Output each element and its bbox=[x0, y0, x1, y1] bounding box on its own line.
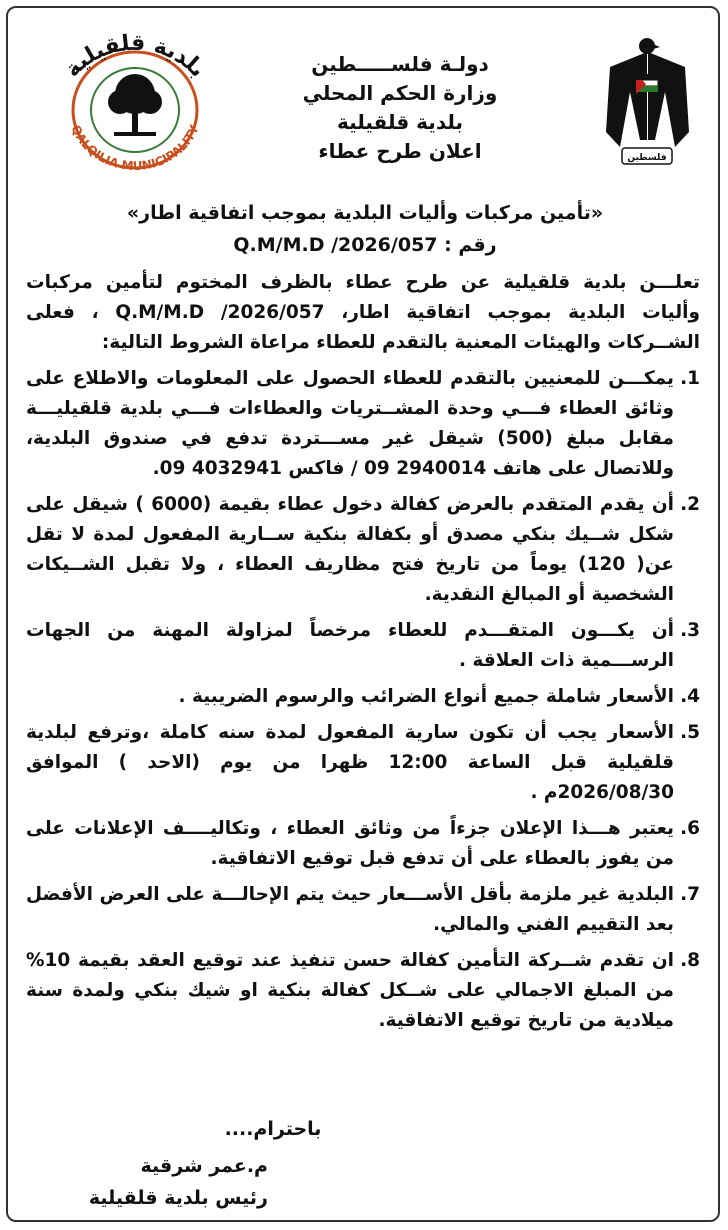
announcement-line: اعلان طرح عطاء bbox=[318, 139, 482, 163]
condition-text: الأسعار شاملة جميع أنواع الضرائب والرسوم الضريبية . bbox=[178, 686, 674, 707]
condition-item bbox=[26, 364, 700, 484]
condition-number: 1. bbox=[680, 368, 700, 389]
condition-item bbox=[26, 946, 700, 1036]
condition-number: 4. bbox=[680, 686, 700, 707]
condition-item bbox=[26, 490, 700, 610]
condition-number: 6. bbox=[680, 818, 700, 839]
condition-item bbox=[26, 682, 700, 712]
regards-text: باحترام.... bbox=[224, 1118, 322, 1140]
signature-block bbox=[28, 1150, 268, 1214]
condition-number: 2. bbox=[680, 494, 700, 515]
seal-arabic-text: بلدية قلقيلية bbox=[60, 30, 211, 83]
tender-reference: رقم : Q.M/M.D /2026/057 bbox=[233, 234, 497, 256]
tender-body bbox=[26, 268, 700, 1042]
palestine-eagle-emblem-icon bbox=[600, 22, 695, 172]
closing-block bbox=[26, 1118, 700, 1140]
condition-number: 3. bbox=[680, 620, 700, 641]
signer-name: م.عمر شرقية bbox=[140, 1155, 268, 1177]
intro-paragraph: تعلـــن بلدية قلقيلية عن طرح عطاء بالظرف المختوم لتأمين مركبات وأليات البلدية بموجب اتفاقية اطار، Q.M/M.D /2026/057 ، فعلى الشــركات والهيئات المعنية بالتقدم للعطاء مراعاة الشروط التالية: bbox=[26, 272, 701, 353]
emblem-caption: فلسطين bbox=[627, 153, 667, 163]
seal-english-text: QALQILIA MUNICIPALITY bbox=[68, 122, 202, 174]
condition-text: الأسعار يجب أن تكون سارية المفعول لمدة سنه كاملة ،وترفع لبلدية قلقيلية قبل الساعة 12:00 ظهرا من يوم (الاحد ) الموافق 2026/08/30م . bbox=[26, 722, 674, 803]
tree-seal-icon bbox=[40, 28, 230, 178]
condition-number: 5. bbox=[680, 722, 700, 743]
condition-item bbox=[26, 880, 700, 940]
state-line: دولـة فلســـــطين bbox=[311, 52, 489, 76]
condition-number: 8. bbox=[680, 950, 700, 971]
municipality-line: بلدية قلقيلية bbox=[336, 110, 464, 134]
condition-item bbox=[26, 616, 700, 676]
condition-item bbox=[26, 814, 700, 874]
condition-text: يمكـــن للمعنيين بالتقدم للعطاء الحصول على المعلومات والاطلاع على وثائق العطاء فـــي وحدة المشــتريات والعطاءات فـــي بلدية قلقيليـــة مقابل مبلغ (500) شيقل غير مســـتردة تدفع في صندوق البلدية، وللاتصال على هاتف 2940014 09 / فاكس 4032941 09. bbox=[26, 368, 674, 479]
letterhead bbox=[0, 0, 728, 270]
ministry-line: وزارة الحكم المحلي bbox=[302, 81, 498, 105]
condition-text: أن يكـــون المتقـــدم للعطاء مرخصاً لمزاولة المهنة من الجهات الرســـمية ذات العلاقة . bbox=[26, 620, 674, 671]
condition-number: 7. bbox=[680, 884, 700, 905]
condition-item bbox=[26, 718, 700, 808]
signer-title: رئيس بلدية قلقيلية bbox=[88, 1187, 268, 1209]
condition-text: يعتبر هـــذا الإعلان جزءاً من وثائق العطاء ، وتكاليــــف الإعلانات على من يفوز بالعطاء على أن تدفع قبل توقيع الاتفاقية. bbox=[26, 818, 674, 869]
tender-subject: «تأمين مركبات وأليات البلدية بموجب اتفاقية اطار» bbox=[126, 202, 604, 224]
letterhead-titles bbox=[210, 50, 590, 166]
condition-text: أن يقدم المتقدم بالعرض كفالة دخول عطاء بقيمة (6000 ) شيقل على شكل شــيك بنكي مصدق أو بكفالة بنكية ســارية المفعول لمدة لا تقل عن( 120) يوماً من تاريخ فتح مظاريف العطاء ، ولا تقبل الشــيكات الشخصية أو المبالغ النقدية. bbox=[26, 494, 674, 605]
condition-text: البلدية غير ملزمة بأقل الأســـعار حيث يتم الإحالـــة على العرض الأفضل بعد التقييم الفني والمالي. bbox=[26, 884, 674, 935]
condition-text: ان تقدم شــركة التأمين كفالة حسن تنفيذ عند توقيع العقد بقيمة 10% من المبلغ الاجمالي على شــكل كفالة بنكية او شيك بنكي ولمدة سنة ميلادية من تاريخ توقيع الاتفاقية. bbox=[26, 950, 674, 1031]
